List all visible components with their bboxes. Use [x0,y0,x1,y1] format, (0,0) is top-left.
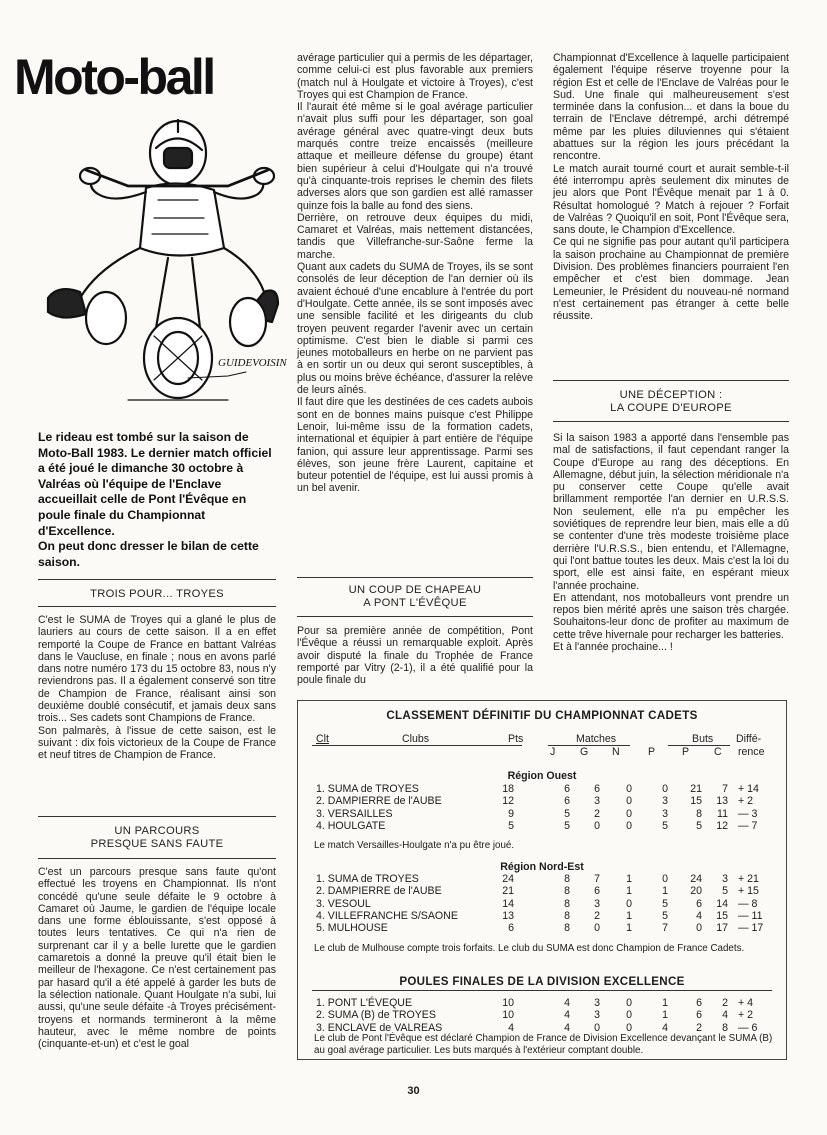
table-cell: 24 [690,873,702,885]
region-ouest-label: Région Ouest [507,770,577,782]
poules-note: Le club de Pont l'Évêque est déclaré Champion de France de Division Excellence devançant le SUMA (B) au goal avérage particulier. Les buts marqués à l'extérieur comptant double. [314,1033,773,1056]
club-name: 2. DAMPIERRE de l'AUBE [316,885,442,898]
table-cell: 14 [502,897,514,910]
club-name: 2. SUMA (B) de TROYES [316,1009,436,1022]
standings-table [297,700,787,1060]
table-cell: + 15 [738,885,759,898]
region-nordest-label: Région Nord-Est [500,861,584,873]
article-column-1b [38,866,276,1050]
table-cell: 0 [662,873,668,885]
table-cell: 0 [662,783,668,795]
header-clt: Clt [316,733,329,745]
paragraph: Si la saison 1983 a apporté dans l'ensemble pas mal de satisfactions, il faut cependant ranger la Coupe d'Europe au rang des déceptions. En Allemagne, début juin, la sélection méridionale n'a pu conserver cette Coupe qu'elle avait brillamment remportée l'an dernier en U.R.S.S. Non seulement, elle n'a pu empêcher les soviétiques de reprendre leur bien, mais elle a dû se contenter d'une très modeste troisième place derrière l'U.R.S.S., bien entendu, et l'Allemagne, qui l'ont battue toutes les deux. Mais c'est la loi du sport, elle est ainsi faite, en espérant mieux l'année prochaine. [553,432,789,592]
table-cell: 4 [508,1021,514,1034]
table-cell: 13 [502,909,514,922]
section-heading-parcours [38,825,276,851]
paragraph: Ce qui ne signifie pas pour autant qu'il participera la saison prochaine au Championnat de première Division. Des problèmes financiers pourraient l'en empêcher et c'est bien dommage. Jean Lemeunier, le Président du nouveau-né normand n'est certainement pas étranger à cette belle réussite. [553,236,789,323]
table-cell: 15 [716,909,728,922]
club-name: 1. SUMA de TROYES [316,783,419,795]
table-cell: — 11 [738,909,763,922]
table-cell: 6 [696,1009,702,1022]
section-divider [38,606,276,607]
table-cell: 12 [502,795,514,808]
lead-text-2: On peut donc dresser le bilan de cette saison. [38,539,259,569]
table-cell: 3 [594,795,600,808]
table-cell: 8 [564,885,570,898]
table-cell: 20 [690,885,702,898]
table-cell: 6 [564,795,570,808]
section-divider [38,816,276,817]
club-name: 3. VESOUL [316,897,371,910]
poules-title: POULES FINALES DE LA DIVISION EXCELLENCE [399,975,685,988]
table-cell: 10 [502,1009,514,1022]
club-name: 4. HOULGATE [316,819,386,832]
table-cell: 5 [662,819,668,832]
table-cell: 24 [502,873,514,885]
table-cell: 0 [626,897,632,910]
table-cell: 3 [722,873,728,885]
page-title: Moto-ball [14,49,214,105]
table-cell: 15 [690,795,702,808]
table-cell: 4 [564,1009,570,1022]
lead-paragraph [38,430,274,570]
club-name: 3. ENCLAVE de VALREAS [316,1021,443,1034]
table-cell: 3 [594,1009,600,1022]
table-cell: 21 [690,783,702,795]
table-cell: 8 [564,909,570,922]
table-row [298,795,786,807]
table-cell: 0 [626,1021,632,1034]
table-cell: 3 [594,997,600,1009]
table-row [298,885,786,897]
table-cell: 5 [696,819,702,832]
table-cell: 8 [564,897,570,910]
table-subheader-row [298,746,786,758]
paragraph: C'est un parcours presque sans faute qu'ont effectué les troyens en Championnat. Ils n'ont concédé qu'une seule défaite le 9 octobre à Camaret où Jaume, le gardien de l'équipe locale dans une forme éblouissante, s'est opposé à toutes leurs tentatives. Ce qui n'a rien de surprenant car il y a belle lurette que le gardien camaretois a donné la preuve qu'il était bien le meilleur de l'hexagone. Ce n'est certainement pas par hasard qu'il a été appelé à garder les buts de la sélection nationale. Quant Houlgate n'a subi, lui aussi, qu'une seule défaite -à Troyes précisément- troyens et normands termineront à la même hauteur, avec le même nombre de points (cinquante-et-un) et c'est le goal [38,866,276,1051]
ouest-note: Le match Versailles-Houlgate n'a pu être joué. [314,840,515,851]
paragraph: Pour sa première année de compétition, Pont l'Évêque a réussi un remarquable exploit. Après avoir disputé la finale du Trophée de France remporté par Vitry (2-1), il a été qualifié pour la poule finale du [297,625,533,687]
section-heading-chapeau [297,584,533,610]
paragraph: Il faut dire que les destinées de ces cadets aubois sont en de bonnes mains puisque c'est Philippe Lenoir, lui-même issu de la formation cadets, international et équipier à part entière de l'équipe fanion, qui assure leur apprentissage. Parmi ses élèves, son jeune frère Laurent, capitaine et buteur potentiel de l'équipe, est lui aussi promis à un bel avenir. [297,396,533,495]
table-cell: 0 [626,1009,632,1022]
table-row [298,997,786,1009]
header-g: G [580,746,589,758]
table-cell: 6 [696,997,702,1009]
table-cell: 3 [662,795,668,808]
table-row [298,783,786,795]
table-cell: 4 [564,1021,570,1034]
header-p: P [648,746,656,758]
table-row [298,1022,786,1034]
table-cell: 1 [662,997,668,1009]
table-title: CLASSEMENT DÉFINITIF DU CHAMPIONNAT CADETS [386,709,698,722]
header-buts: Buts [692,733,714,745]
table-cell: 9 [508,807,514,820]
table-cell: 1 [626,922,632,935]
table-cell: 4 [564,997,570,1009]
table-cell: 2 [696,1021,702,1034]
header-difference-2: rence [738,746,765,758]
table-cell: 5 [662,897,668,910]
article-column-2b [297,625,533,686]
table-row [298,922,786,934]
header-difference-1: Diffé- [736,733,762,745]
club-name: 3. VERSAILLES [316,807,393,820]
table-cell: 8 [696,807,702,820]
section-divider [553,421,789,422]
table-cell: 0 [626,795,632,808]
page-number: 30 [407,1085,420,1097]
table-cell: 4 [696,909,702,922]
heading-line: UN COUP DE CHAPEAU [348,584,482,596]
poules-divider [312,990,772,991]
table-cell: 0 [696,922,702,935]
table-cell: 1 [626,909,632,922]
table-cell: 6 [508,922,514,935]
lead-text: Le rideau est tombé sur la saison de Moto-Ball 1983. Le dernier match officiel a été joué le dimanche 30 octobre à Valréas où l'équipe de l'Enclave accueillait celle de Pont l'Évêque en poule finale du Championnat d'Excellence. [38,430,272,538]
article-column-2 [297,52,533,495]
club-name: 4. VILLEFRANCHE S/SAONE [316,909,458,922]
table-cell: 0 [594,922,600,935]
table-cell: 8 [564,922,570,935]
table-cell: 2 [594,909,600,922]
table-cell: + 2 [738,1009,754,1022]
table-cell: 6 [594,885,600,898]
table-cell: — 3 [738,807,758,820]
heading-line: PRESQUE SANS FAUTE [90,838,224,850]
paragraph: Le match aurait tourné court et aurait semble-t-il été interrompu après seulement dix minutes de jeu alors que Pont l'Évêque menait par 1 à 0. Résultat homologué ? Match à rejouer ? Forfait de Valréas ? Quoiqu'il en soit, Pont l'Évêque sera, sans doute, le Champion d'Excellence. [553,162,789,237]
section-divider [38,858,276,859]
table-row [298,820,786,832]
table-cell: 0 [594,1021,600,1034]
table-cell: 7 [662,922,668,935]
table-cell: 3 [594,897,600,910]
table-cell: + 4 [738,997,754,1009]
header-j: J [550,746,556,758]
table-row [298,808,786,820]
article-column-3 [553,52,789,323]
section-divider [297,616,533,617]
heading-line: UN PARCOURS [114,825,200,837]
table-cell: 11 [717,807,728,820]
table-cell: — 6 [738,1021,758,1034]
table-cell: 4 [722,1009,728,1022]
header-matches: Matches [576,733,617,745]
table-cell: 1 [662,1009,668,1022]
table-cell: 5 [662,909,668,922]
table-row [298,873,786,885]
article-column-1a [38,614,276,762]
table-cell: — 17 [738,922,764,935]
table-cell: 7 [594,873,600,885]
paragraph: Quant aux cadets du SUMA de Troyes, ils se sont consolés de leur déception de l'an dernier où ils avaient échoué d'une encablure à l'entrée du port d'Houlgate. Cette année, ils se sont imposés avec une sensible facilité et les dirigeants du club troyen peuvent regarder l'avenir avec un certain optimisme. C'est bien le diable si parmi ces jeunes motoballeurs en herbe on ne parvient pas à en sortir un ou deux qui seront susceptibles, à plus ou moins brève échéance, d'assurer la relève de leurs aînés. [297,261,533,397]
heading-line: UNE DÉCEPTION : [619,389,723,401]
section-divider [38,579,276,580]
section-divider [553,380,789,381]
table-row [298,910,786,922]
article-column-3b [553,432,789,653]
table-cell: 5 [564,819,570,832]
paragraph: Championnat d'Excellence à laquelle participaient également l'équipe réserve troyenne pour la région Est et celle de l'Enclave de Valréas pour le Sud. Une finale qui malheureusement s'est terminée dans la confusion... et dans la boue du terrain de l'Enclave détrempé, archi détrempé même par les pluies diluviennes qui s'étaient abattues sur la région les jours précédant la rencontre. [553,52,789,163]
table-cell: + 14 [738,783,759,795]
club-name: 1. PONT L'ÉVEQUE [316,997,413,1009]
motoball-rider-drawing-icon [28,108,287,408]
heading-line: A PONT L'ÉVÊQUE [363,597,467,609]
section-divider [297,577,533,578]
table-cell: — 7 [738,819,758,832]
club-name: 5. MULHOUSE [316,922,388,935]
section-heading-deception [553,389,789,415]
table-cell: 8 [722,1021,728,1034]
table-cell: — 8 [738,897,758,910]
table-cell: 5 [564,807,570,820]
heading-line: LA COUPE D'EUROPE [610,402,732,414]
nordest-note: Le club de Mulhouse compte trois forfaits. Le club du SUMA est donc Champion de France Cadets. [314,943,745,954]
table-cell: 0 [594,819,600,832]
paragraph: Il l'aurait été même si le goal avérage particulier n'avait plus suffi pour les départager, son goal avérage général avec quatre-vingt deux buts marqués contre treize encaissés (meilleure attaque et meilleure défense du groupe) étant bien supérieur à celui d'Houlgate qui n'a trouvé qu'à cinquante-trois reprises le chemin des filets adverses alors que son gardien est allé ramasser quinze fois la balle au fond des siens. [297,101,533,212]
table-cell: 0 [626,807,632,820]
table-cell: 6 [564,783,570,795]
table-cell: 2 [722,997,728,1009]
paragraph: Son palmarès, à l'issue de cette saison, est le suivant : dix fois victorieux de la Coupe de France et neuf titres de Champion de France. [38,724,276,762]
table-cell: 6 [594,783,600,795]
paragraph: En attendant, nos motoballeurs vont prendre un repos bien mérité après une saison très chargée. Souhaitons-leur donc de profiter au maximum de cette trêve hivernale pour recharger les batteries. [553,591,789,641]
table-row [298,898,786,910]
table-cell: 2 [594,807,600,820]
table-cell: + 2 [738,795,754,808]
table-cell: 1 [626,873,632,885]
table-cell: 10 [502,997,514,1009]
table-cell: 6 [696,897,702,910]
artist-signature: GUIDEVOISIN [218,357,287,369]
table-row [298,1009,786,1021]
paragraph: C'est le SUMA de Troyes qui a glané le plus de lauriers au cours de cette saison. Il a en effet remporté la Coupe de France en battant Valréas dans le Vaucluse, en finale ; nous en avons parlé dans notre numéro 173 du 15 octobre 83, nous n'y reviendrons pas. Il a également conservé son titre de Champion de France, réalisant ainsi son deuxième doublé consécutif, et jamais deux sans trois... Ses cadets sont Champions de France. [38,614,276,725]
club-name: 2. DAMPIERRE de l'AUBE [316,795,442,808]
table-header-row [298,733,786,745]
header-bc: C [714,746,722,758]
table-cell: 5 [508,819,514,832]
table-cell: 13 [716,795,728,808]
table-cell: + 21 [738,873,759,885]
table-cell: 18 [502,783,514,795]
paragraph: Derrière, on retrouve deux équipes du midi, Camaret et Valréas, mais nettement distancées, tandis que Villefranche-sur-Saône ferme la marche. [297,211,533,261]
club-name: 1. SUMA de TROYES [316,873,419,885]
paragraph: Et à l'année prochaine... ! [553,641,673,654]
header-clubs: Clubs [402,733,430,745]
header-pts: Pts [508,733,524,745]
header-n: N [612,746,620,758]
section-heading-trois-pour: TROIS POUR... TROYES [90,588,224,600]
table-cell: 0 [626,819,632,832]
table-cell: 12 [716,819,728,832]
table-cell: 21 [502,885,514,898]
table-cell: 14 [716,897,728,910]
table-cell: 4 [662,1021,668,1034]
header-bp: P [682,746,690,758]
paragraph: avérage particulier qui a permis de les départager, comme celui-ci est plus favorable aux premiers (match nul à Houlgate et victoire à Troyes), c'est Troyes qui est Champion de France. [297,52,533,101]
table-cell: 0 [626,997,632,1009]
table-cell: 0 [626,783,632,795]
table-cell: 17 [716,922,728,935]
table-cell: 1 [626,885,632,898]
table-cell: 7 [722,783,728,795]
table-cell: 1 [662,885,668,898]
table-cell: 8 [564,873,570,885]
table-cell: 3 [662,807,668,820]
table-cell: 5 [722,885,728,898]
